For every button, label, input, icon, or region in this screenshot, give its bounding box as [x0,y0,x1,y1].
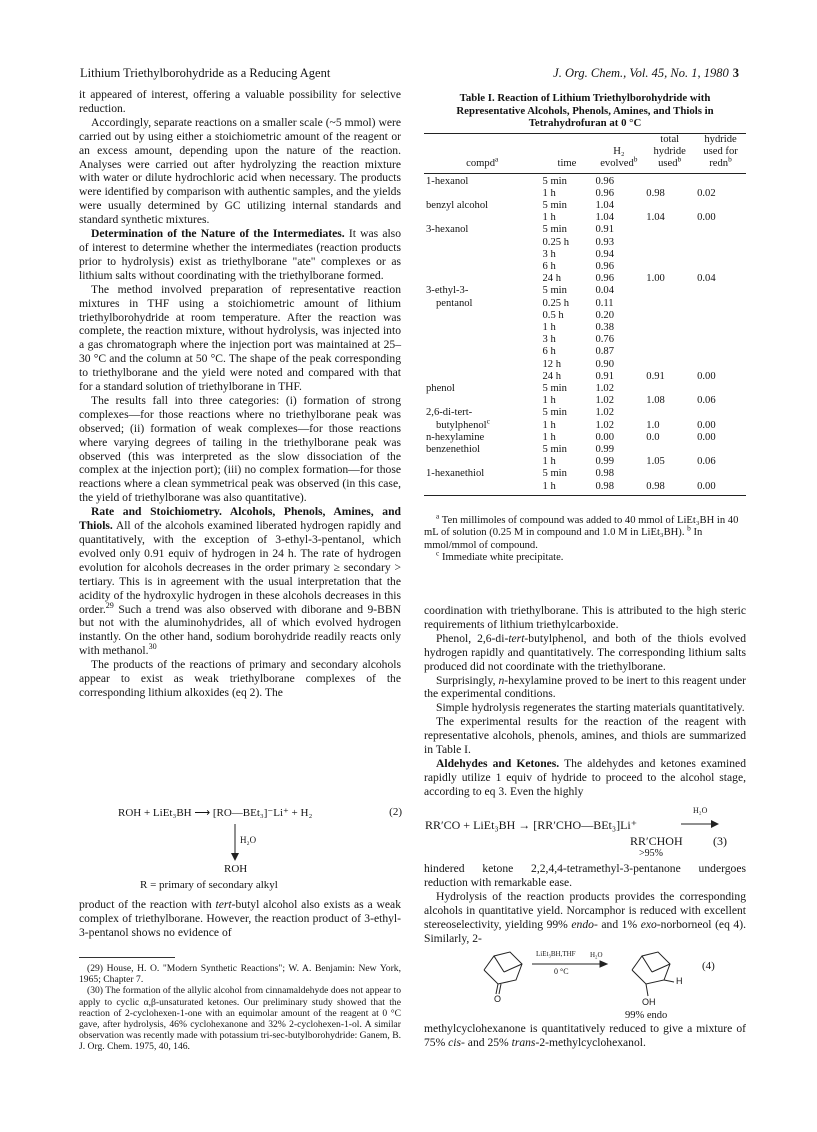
hydrolysis-arrow [230,824,290,865]
footnotes [79,963,401,1053]
equation-number: (2) [389,806,402,818]
section-title: Rate and Stoichiometry. Alcohols, Phenols, Amines, and Thiols. [79,505,401,533]
paragraph: coordination with triethylborane. This is attributed to the high steric requirements of lithium triethylcarboxide. [424,604,746,631]
table-cell-compd [424,188,541,200]
paragraph: product of the reaction with tert-butyl alcohol also exists as a weak complex of triethylborane. However, the reaction product of 3-ethyl-3-pentanol shows no evidence of [79,898,401,939]
table-cell-time: 3 h [542,334,556,346]
table-cell-time: 1 h [542,187,556,199]
table-cell-compd [424,322,541,334]
table-row [424,444,746,456]
table-cell-compd [424,359,541,371]
table-cell-total: 0.0 [646,431,660,443]
table-cell-compd: 1-hexanethiol [426,468,485,480]
table-row [424,173,746,188]
table-row [424,432,746,444]
table-cell-compd: phenol [426,383,455,395]
table-cell-time: 5 min [542,383,567,395]
table-cell-time: 5 min [542,285,567,297]
section-aldehydes-ketones [424,757,746,799]
table-cell-redn [695,285,746,297]
table-cell-redn: 0.02 [697,187,716,199]
table-cell-compd [424,237,541,249]
table-cell-time: 5 min [542,444,567,456]
table-cell-total [644,444,695,456]
table-cell-total [644,237,695,249]
section-title: Determination of the Nature of the Intermediates. [91,227,345,241]
table-cell-redn [695,346,746,358]
table-cell-h2: 1.02 [595,419,614,431]
table-row [424,420,746,432]
paragraph: The method involved preparation of representative reaction mixtures in THF using a stoichiometric amount of lithium triethylborohydride at room temperature. After the reaction was complete, the reaction mixture, without hydrolysis, was injected into a gas chromatograph where the injection port was maintained at 25–30 °C and the column at 50 °C. The shape of the peak corresponding to triethylborane and the yield were noted and compared with that for a standard solution of triethylborane in THF. [79,282,401,394]
table-row [424,481,746,496]
table-cell-h2: 0.91 [595,370,614,382]
table-cell-h2: 0.99 [595,456,614,468]
table-label: Table I. [459,92,495,104]
footnote-29: (29) House, H. O. "Modern Synthetic Reactions"; W. A. Benjamin: New York, 1965; Chapter 7. [79,963,401,986]
temp-label: 0 °C [554,967,569,976]
table-cell-total [644,383,695,395]
table-cell-redn [695,383,746,395]
equation-3 [425,808,745,858]
hydrogen-label: H [676,976,683,986]
reference-30: 30 [148,642,157,652]
col-hydride-redn: hydride used for redn$^b$ [695,134,746,174]
table-row [424,334,746,346]
h2o-label: H₂O [240,835,257,845]
paragraph: The experimental results for the reaction of the reagent with representative alcohols, phenols, amines, and thiols are summarized in Table I. [424,715,746,757]
table-row [424,237,746,249]
table-cell-compd: benzyl alcohol [426,200,489,212]
table-cell-redn [695,173,746,188]
table-cell-time: 0.5 h [542,309,564,321]
equation-3-product: RR′CHOH [630,834,683,848]
hydroxyl-label: OH [642,997,656,1007]
table-cell-compd: benzenethiol [426,444,481,456]
h2o-label: H₂O [693,806,708,815]
table-cell-compd: 3-ethyl-3- [426,285,469,297]
table-cell-total [644,298,695,310]
table-cell-time: 5 min [542,407,567,419]
table-cell-total [644,322,695,334]
table-cell-time: 3 h [542,248,556,260]
table-cell-total [644,334,695,346]
table-cell-compd: 3-hexanol [426,224,469,236]
table-cell-total [644,310,695,322]
table-cell-h2: 1.02 [595,407,614,419]
table-cell-h2: 0.98 [595,468,614,480]
table-row [424,212,746,224]
table-cell-total: 1.0 [646,419,660,431]
yield-caption: 99% endo [625,1010,668,1021]
table-cell-compd: 2,6-di-tert- [426,407,473,419]
table-cell-total: 1.05 [646,456,665,468]
table-note-b: In mmol/mmol of compound. [424,527,703,551]
table-note-a: $^a$ Ten millimoles of compound was added to 40 mmol of LiEt₃BH in 40 mL of solution (0.25 M in compound and 1.0 M in LiEt₃BH). $^b$ In mmol/mmol of compound. [424,511,739,551]
equation-line: ROH + LiEt₃BH ⟶ [RO—BEt₃]⁻Li⁺ + H₂ [118,807,313,819]
paragraph: Accordingly, separate reactions on a smaller scale (~5 mmol) were carried out by using either a stoichiometric amount of the reagent or an excess amount, depending upon the nature of the reaction. Analyses were carried out after hydrolyzing the reaction mixture with water or dilute hydrochloric acid when necessary. The products were identified by comparison with authentic samples, and the yields were usually determined by GC utilizing internal standards and standard synthetic mixtures. [79,115,401,227]
table-cell-compd [424,371,541,383]
table-cell-redn [695,261,746,273]
equation-number: (3) [713,834,727,848]
table-notes [424,511,746,564]
table-cell-redn: 0.00 [697,431,716,443]
table-cell-compd [424,334,541,346]
table-cell-time: 1 h [541,481,594,496]
section-text: The aldehydes and ketones examined rapidly utilize 1 equiv of hydride to proceed to the alcohol stage, according to eq 3. Even the highly [424,756,746,798]
table-cell-total [644,468,695,480]
table-body [424,173,746,495]
table-cell-h2: 0.96 [595,261,614,273]
table-cell-redn: 0.00 [697,370,716,382]
table-cell-h2: 0.38 [595,322,614,334]
journal-name: J. Org. Chem., Vol. 45, No. 1, 1980 [553,66,729,80]
table-cell-redn [695,310,746,322]
right-column [424,604,746,799]
reference-29: 29 [105,600,114,610]
table-cell-redn [695,298,746,310]
table-cell-total [644,249,695,261]
section-text: It was also of interest to determine whether the intermediates (reaction products prior to hydrolysis) exist as triethylborane "ate" complexes or as lithium salts without coordinating with the triethylborane formed. [79,227,401,282]
yield-label: >95% [639,848,663,859]
table-cell-total [644,407,695,419]
table-cell-time: 0.25 h [542,297,569,309]
table-cell-redn: 0.00 [697,419,716,431]
table-cell-compd [424,310,541,322]
table-title [424,92,746,130]
col-time: time [541,134,594,174]
table-cell-total [644,200,695,212]
table-cell-time: 6 h [542,346,556,358]
table-cell-compd [424,456,541,468]
col-compd: compd$^a$ [424,134,541,174]
table-cell-time: 24 h [542,273,562,285]
table-cell-h2: 0.76 [595,334,614,346]
running-title: Lithium Triethylborohydride as a Reducing Agent [80,66,331,80]
norcamphor-reduction-scheme [470,940,746,1020]
table-cell-h2: 0.04 [595,285,614,297]
reaction-arrow-icon [532,961,607,967]
table-row [424,359,746,371]
equation-product: ROH [224,863,248,875]
table-cell-redn [695,468,746,480]
table-cell-compd [424,346,541,358]
table-cell-redn [695,359,746,371]
table-reactions [424,133,746,496]
table-cell-time: 5 min [542,224,567,236]
table-cell-time: 1 h [542,431,556,443]
equation-4 [470,940,746,1020]
table-cell-h2: 0.00 [595,431,614,443]
norborneol-structure [632,952,674,996]
table-cell-time: 1 h [542,395,556,407]
paragraph: Phenol, 2,6-di-tert-butylphenol, and both of the thiols evolved hydrogen rapidly and quantitatively. The corresponding lithium salts produced did not coordinate with the triethylborane. [424,631,747,673]
paragraph: it appeared of interest, offering a valuable possibility for selective reduction. [79,88,401,115]
table-cell-redn [695,444,746,456]
col-h2: H₂ evolved$^b$ [593,134,644,174]
table-row [424,395,746,407]
table-cell-time: 5 min [542,175,567,187]
table-cell-total: 1.00 [646,273,665,285]
table-cell-time: 12 h [542,358,562,370]
table-cell-time: 24 h [542,370,562,382]
equation-note: R = primary of secondary alkyl [140,879,278,891]
table-cell-h2: 0.99 [595,444,614,456]
table-row [424,371,746,383]
table-cell-redn: 0.00 [695,481,746,496]
table-cell-time: 1 h [542,212,556,224]
table-cell-redn [695,200,746,212]
table-cell-time: 1 h [542,456,556,468]
section-title: Aldehydes and Ketones. [436,756,560,770]
table-row [424,456,746,468]
table-row [424,346,746,358]
h2o-label: H₂O [590,951,603,959]
table-cell-h2: 1.02 [595,395,614,407]
table-cell-h2: 0.91 [595,224,614,236]
table-cell-compd [424,273,541,285]
table-cell-h2: 1.02 [595,383,614,395]
table-cell-total: 0.98 [646,187,665,199]
table-row [424,261,746,273]
table-note-c: $^c$ Immediate white precipitate. [436,548,564,563]
oxygen-label: O [494,994,502,1004]
table-cell-redn: 0.04 [697,273,716,285]
paragraph: hindered ketone 2,2,4,4-tetramethyl-3-pentanone undergoes reduction with remarkable ease. [424,862,746,889]
table-cell-redn: 0.06 [697,395,716,407]
table-row [424,383,746,395]
table-cell-time: 5 min [542,200,567,212]
table-row [424,407,746,419]
table-cell-time: 1 h [542,322,556,334]
table-cell-h2: 0.87 [595,346,614,358]
table-cell-compd [424,395,541,407]
journal-citation [553,66,739,81]
table-cell-redn [695,407,746,419]
table-cell-total [644,261,695,273]
table-row [424,200,746,212]
table-cell-total: 0.91 [646,370,665,382]
paragraph: methylcyclohexanone is quantitatively reduced to give a mixture of 75% cis- and 25% trans-2-methylcyclohexanol. [424,1022,746,1049]
table-cell-total [644,224,695,236]
paragraph: The results fall into three categories: (i) formation of strong complexes—for those reactions where no triethylborane peak was observed; (ii) formation of weak complexes—for those reactions where varying degrees of tailing in the triethylborane peak was observed (this was interpreted as the slow dissociation of the complex at the injection port); (iii) no complex formation—for those reactions where a clean symmetrical peak was observed (in this case, the yield of triethylborane was also quantitative). [79,393,401,505]
table-cell-h2: 0.11 [595,297,614,309]
table-cell-time: 5 min [542,468,567,480]
section-rate-stoichiometry [79,505,401,658]
table-cell-redn: 0.06 [697,456,716,468]
table-row [424,224,746,236]
table-row [424,322,746,334]
left-column [79,88,401,700]
equation-number: (4) [702,960,715,972]
section-intermediates [79,227,401,283]
page-number: 3 [732,66,739,80]
table-cell-h2: 0.90 [595,358,614,370]
table-row [424,298,746,310]
table-cell-total: 1.04 [646,212,665,224]
table-cell-time: 1 h [542,419,556,431]
table-cell-total [644,346,695,358]
table-cell-redn: 0.00 [697,212,716,224]
table-cell-redn [695,237,746,249]
table-cell-h2: 0.96 [595,175,614,187]
table-cell-compd: pentanol [436,297,473,309]
table-row [424,273,746,285]
right-column-end [424,1022,746,1050]
footnote-rule [79,957,175,958]
right-column-continuation [424,862,746,945]
table-cell-h2: 0.96 [595,187,614,199]
table-cell-redn [695,334,746,346]
paragraph: Hydrolysis of the reaction products provides the corresponding alcohols in quantitative yield. Norcamphor is reduced with excellent stereoselectivity, yielding 99% endo- and 1% exo-norborneol (eq 4). Similarly, 2- [424,889,746,945]
table-cell-time: 0.25 h [542,236,569,248]
down-arrow-icon [230,824,290,862]
section-text: Such a trend was also observed with diborane and 9-BBN but not with the aluminohydrides, all of which evolved hydrogen instantly. On the other hand, sodium borohydride readily reacts only with methanol. [79,602,401,658]
right-arrow-icon [681,820,719,828]
table-cell-compd [424,261,541,273]
equation-2 [118,806,402,891]
table-cell-compd [424,212,541,224]
table-row [424,285,746,297]
table-cell-compd [424,481,541,496]
table-cell-h2: 1.04 [595,200,614,212]
table-cell-compd [424,249,541,261]
paragraph: Simple hydrolysis regenerates the starting materials quantitatively. [436,701,745,715]
table-cell-redn [695,249,746,261]
table-cell-redn [695,224,746,236]
table-row [424,468,746,480]
table-row [424,188,746,200]
col-total-hydride: total hydride used$^b$ [644,134,695,174]
table-cell-h2: 0.93 [595,236,614,248]
reagent-label: LiEt₃BH,THF [536,950,576,958]
table-cell-total [644,173,695,188]
table-cell-compd: 1-hexanol [426,175,469,187]
norcamphor-structure [484,952,522,994]
table-cell-h2: 0.98 [593,481,644,496]
table-cell-total [644,359,695,371]
table-cell-h2: 0.20 [595,309,614,321]
table-row [424,310,746,322]
table-cell-compd: butylphenol$^c$ [436,416,490,431]
table-cell-total [644,285,695,297]
footnote-30: (30) The formation of the allylic alcohol from cinnamaldehyde does not appear to apply to cyclic α,β-unsaturated ketones. Our preliminary study showed that the reaction of 2-cyclohexen-1-one with an equimolar amount of the reagent at 0 °C gave, after hydrolysis, 46% cyclohexanone and 32% 2-cyclohexen-1-ol. A similar observation was recently made with potassium tri-sec-butylborohydride: Ganem, B. J. Org. Chem. 1975, 40, 146. [79,985,401,1053]
equation-3-left: RR′CO + LiEt₃BH → [RR′CHO—BEt₃]Li⁺ [425,818,638,832]
table-cell-h2: 0.96 [595,273,614,285]
section-text: All of the alcohols examined liberated hydrogen rapidly and quantitatively, with the exception of 3-ethyl-3-pentanol, which evolved only 0.91 equiv of hydrogen in 24 h. The rate of hydrogen evolution for alcohols decreases in the order primary ≥ secondary > tertiary. This is in agreement with the usual interpretation that the acidity of the hydroxylic hydrogen in these alcohols decreases in this order. [79,519,402,616]
left-column-continuation [79,898,401,940]
table-cell-compd: n-hexylamine [426,431,485,443]
table-cell-total: 0.98 [644,481,695,496]
table-cell-time: 6 h [542,261,556,273]
paragraph: The products of the reactions of primary and secondary alcohols appear to exist as weak triethylborane complexes of the corresponding lithium alkoxides (eq 2). The [79,658,401,699]
table-row [424,249,746,261]
table-caption: Reaction of Lithium Triethylborohydride with Representative Alcohols, Phenols, Amines, and Thiols in Tetrahydrofuran at 0 °C [456,92,714,129]
table-cell-redn [695,322,746,334]
table-cell-h2: 1.04 [595,212,614,224]
table-cell-h2: 0.94 [595,248,614,260]
paragraph: Surprisingly, n-hexylamine proved to be inert to this reagent under the experimental conditions. [424,673,746,701]
table-cell-total: 1.08 [646,395,665,407]
